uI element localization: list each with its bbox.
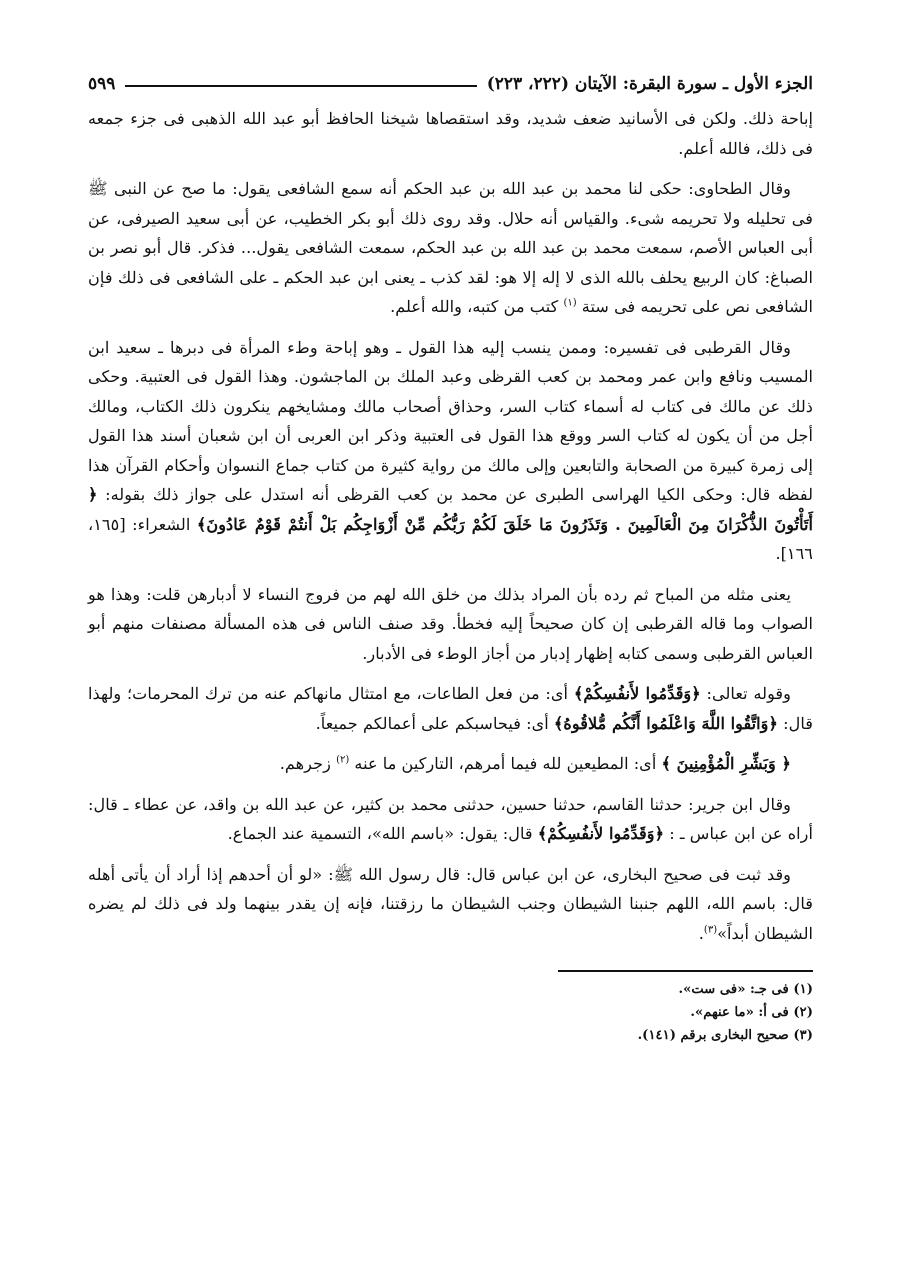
paragraph-4: يعنى مثله من المباح ثم رده بأن المراد بذلك من خلق الله لهم من فروج النساء لا أدبارهن قلت: وهذا هو الصواب وما قاله القرطبى إن كان صحيحاً إليه فخطأ. وقد صنف الناس فى هذه المسألة مصنفات منهم أبو العباس القرطبى وسمى كتابه إظهار إدبار من أجاز الوطء فى الأدبار. xyxy=(88,584,813,663)
footnote-1: (١) فى جـ: «فى ست». xyxy=(678,982,813,997)
paragraph-3-text-b: الشعراء: [١٦٥، ١٦٦]. xyxy=(88,514,813,563)
paragraph-6-text-b: زجرهم. xyxy=(279,754,331,773)
paragraph-gap xyxy=(88,322,813,333)
paragraph-gap xyxy=(88,569,813,580)
quran-verse: ﴿وَقَدِّمُوا لأَنفُسِكُمْ﴾ xyxy=(573,684,701,703)
footnote-separator xyxy=(558,970,813,972)
paragraph-8-text-a: وقد ثبت فى صحيح البخارى، عن ابن عباس قال: قال رسول الله ﷺ: «لو أن أحدهم إذا أراد أن يأتى أهله قال: باسم الله، اللهم جنبنا الشيطان وجنب الشيطان ما رزقتنا، فإنه إن يقدر بينهما ولد فى ذلك لم يضره الشيطان أبداً» xyxy=(88,864,813,943)
quran-verse: ﴿ أَتَأْتُونَ الذُّكْرَانَ مِنَ الْعَالَمِينَ . وَتَذَرُونَ مَا خَلَقَ لَكُمْ رَبُّكُم مِّنْ أَزْوَاجِكُم بَلْ أَنتُمْ قَوْمٌ عَادُونَ﴾ xyxy=(88,485,814,534)
paragraph-5 xyxy=(88,679,813,738)
paragraph-7-text-b: قال: يقول: «باسم الله»، التسمية عند الجماع. xyxy=(227,824,533,843)
footnote-ref-3: (٣) xyxy=(703,924,718,936)
quran-verse: ﴿ وَبَشِّرِ الْمُؤْمِنِينَ ﴾ xyxy=(661,754,791,773)
quran-verse: ﴿وَقَدِّمُوا لأَنفُسِكُمْ﴾ xyxy=(537,824,665,843)
paragraph-gap xyxy=(88,738,813,749)
page-header xyxy=(88,64,813,104)
paragraph-2 xyxy=(88,174,813,322)
paragraph-8 xyxy=(88,860,813,949)
paragraph-5-text-a: وقوله تعالى: xyxy=(706,684,791,703)
paragraph-7-text-a: وقال ابن جرير: حدثنا القاسم، حدثنا حسين، حدثنى محمد بن كثير، عن عبد الله بن واقد، عن عطاء ـ قال: أراه عن ابن عباس ـ : xyxy=(88,794,813,843)
footnote-ref-1: (١) xyxy=(563,297,577,309)
footnote-3: (٣) صحيح البخارى برقم (١٤١). xyxy=(637,1028,813,1043)
running-title: الجزء الأول ـ سورة البقرة: الآيتان (٢٢٢، ٢٢٣) xyxy=(486,74,813,94)
paragraph-3 xyxy=(88,333,813,569)
paragraph-6 xyxy=(88,749,813,779)
paragraph-5-text-b: أى: من فعل الطاعات، مع امتثال مانهاكم عنه من ترك المحرمات؛ ولهذا قال: xyxy=(88,684,813,733)
page-number: ٥٩٩ xyxy=(88,74,116,94)
paragraph-5-text-c: أى: فيحاسبكم على أعمالكم جميعاً. xyxy=(315,713,549,733)
paragraph-6-text-a: أى: المطيعين لله فيما أمرهم، التاركين ما عنه xyxy=(354,754,657,773)
paragraph-2-text-b: كتب من كتبه، والله أعلم. xyxy=(390,297,559,316)
footnote-ref-2: (٢) xyxy=(336,754,350,766)
paragraph-gap xyxy=(88,849,813,860)
paragraph-gap xyxy=(88,779,813,790)
paragraph-2-text-a: وقال الطحاوى: حكى لنا محمد بن عبد الله بن عبد الحكم أنه سمع الشافعى يقول: ما صح عن النبى ﷺ فى تحليله ولا تحريمه شىء. والقياس أنه حلال. وقد روى ذلك أبو بكر الخطيب، عن أبى سعيد الصيرفى، عن أبى العباس الأصم، سمعت محمد بن عبد الله بن عبد الحكم، سمعت الشافعى يقول... فذكر. قال أبو نصر بن الصباغ: كان الربيع يحلف بالله الذى لا إله إلا هو: لقد كذب ـ يعنى ابن عبد الحكم ـ على الشافعى فى ذلك فإن الشافعى نص على تحريمه فى ستة xyxy=(88,179,813,316)
header-rule xyxy=(125,85,476,87)
paragraph-1: إباحة ذلك. ولكن فى الأسانيد ضعف شديد، وقد استقصاها شيخنا الحافظ أبو عبد الله الذهبى فى جزء جمعه فى ذلك، فالله أعلم. xyxy=(88,109,813,158)
paragraph-7 xyxy=(88,790,813,849)
quran-verse: ﴿وَاتَّقُوا اللَّهَ وَاعْلَمُوا أَنَّكُم مُّلاقُوهُ﴾ xyxy=(553,713,778,733)
paragraph-gap xyxy=(88,668,813,679)
paragraph-8-text-b: . xyxy=(698,923,704,943)
paragraph-gap xyxy=(88,163,813,174)
footnote-2: (٢) فى أ: «ما عنهم». xyxy=(690,1005,813,1020)
paragraph-3-text-a: وقال القرطبى فى تفسيره: وممن ينسب إليه هذا القول ـ وهو إباحة وطء المرأة فى دبرها ـ سعيد ابن المسيب ونافع وابن عمر ومحمد بن كعب القرظى وعبد الملك بن الماجشون. وهذا القول فى العتبية. وحكى ذلك عن مالك فى كتاب له أسماء كتاب السر، وحذاق أصحاب مالك ومشايخهم ينكرون ذلك الكتاب، ومالك أجل من أن يكون له كتاب السر ووقع هذا القول فى العتبية وذكر ابن العربى أن ابن شعبان أسند هذا القول إلى زمرة كبيرة من الصحابة والتابعين وإلى مالك من رواية كثيرة من كتاب جماع النسوان وأحكام القرآن هذا لفظه قال: وحكى الكيا الهراسى الطبرى عن محمد بن كعب القرظى أنه استدل على جواز ذلك بقوله: xyxy=(88,337,814,504)
book-page xyxy=(88,64,813,1047)
